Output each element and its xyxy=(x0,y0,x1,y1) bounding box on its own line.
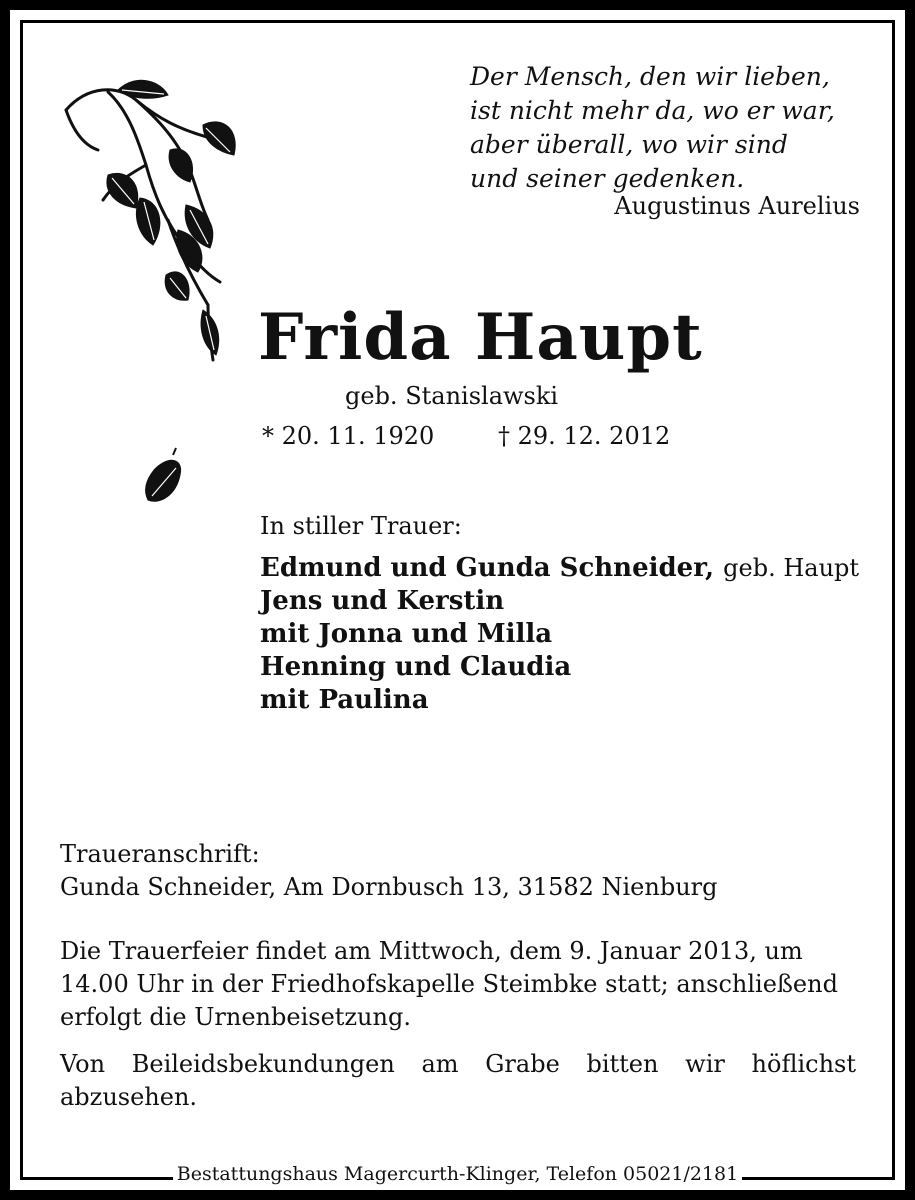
mourner-row: mit Jonna und Milla xyxy=(260,619,553,649)
ceremony-notice: Die Trauerfeier findet am Mittwoch, dem 9. Januar 2013, um 14.00 Uhr in der Friedhofskapelle Steimbke statt; anschließend erfolgt die Urnenbeisetzung. xyxy=(60,937,838,1031)
mourner-suffix: geb. Haupt xyxy=(723,554,860,582)
funeral-home-footer xyxy=(20,1163,895,1185)
birth-date: * 20. 11. 1920 xyxy=(262,422,435,450)
deceased-name: Frida Haupt xyxy=(258,300,703,375)
quote-line: ist nicht mehr da, wo er war, xyxy=(470,96,835,125)
death-date: † 29. 12. 2012 xyxy=(497,422,671,450)
mourner-row xyxy=(260,552,859,585)
mourner-row: Jens und Kerstin xyxy=(260,586,505,616)
footer-text: Bestattungshaus Magercurth-Klinger, Telefon 05021/2181 xyxy=(173,1163,742,1185)
life-dates xyxy=(262,422,670,450)
mourners-list xyxy=(260,552,859,717)
condolence-notice: Von Beileidsbekundungen am Grabe bitten wir höflichst abzusehen. xyxy=(60,1050,856,1111)
address-label: Traueranschrift: xyxy=(60,840,260,868)
mourner-name: Edmund und Gunda Schneider, xyxy=(260,553,715,583)
mourning-address xyxy=(60,838,718,904)
quote-line: aber überall, wo wir sind xyxy=(470,130,788,159)
quote-line: Der Mensch, den wir lieben, xyxy=(470,62,830,91)
maiden-name: geb. Stanislawski xyxy=(345,382,559,410)
address-value: Gunda Schneider, Am Dornbusch 13, 31582 Nienburg xyxy=(60,873,718,901)
quote xyxy=(470,60,870,196)
mourner-row: Henning und Claudia xyxy=(260,652,572,682)
birch-branch-icon xyxy=(58,70,258,530)
mourner-row: mit Paulina xyxy=(260,685,429,715)
quote-line: und seiner gedenken. xyxy=(470,164,745,193)
quote-author: Augustinus Aurelius xyxy=(614,192,860,220)
mourning-intro: In stiller Trauer: xyxy=(260,512,462,540)
